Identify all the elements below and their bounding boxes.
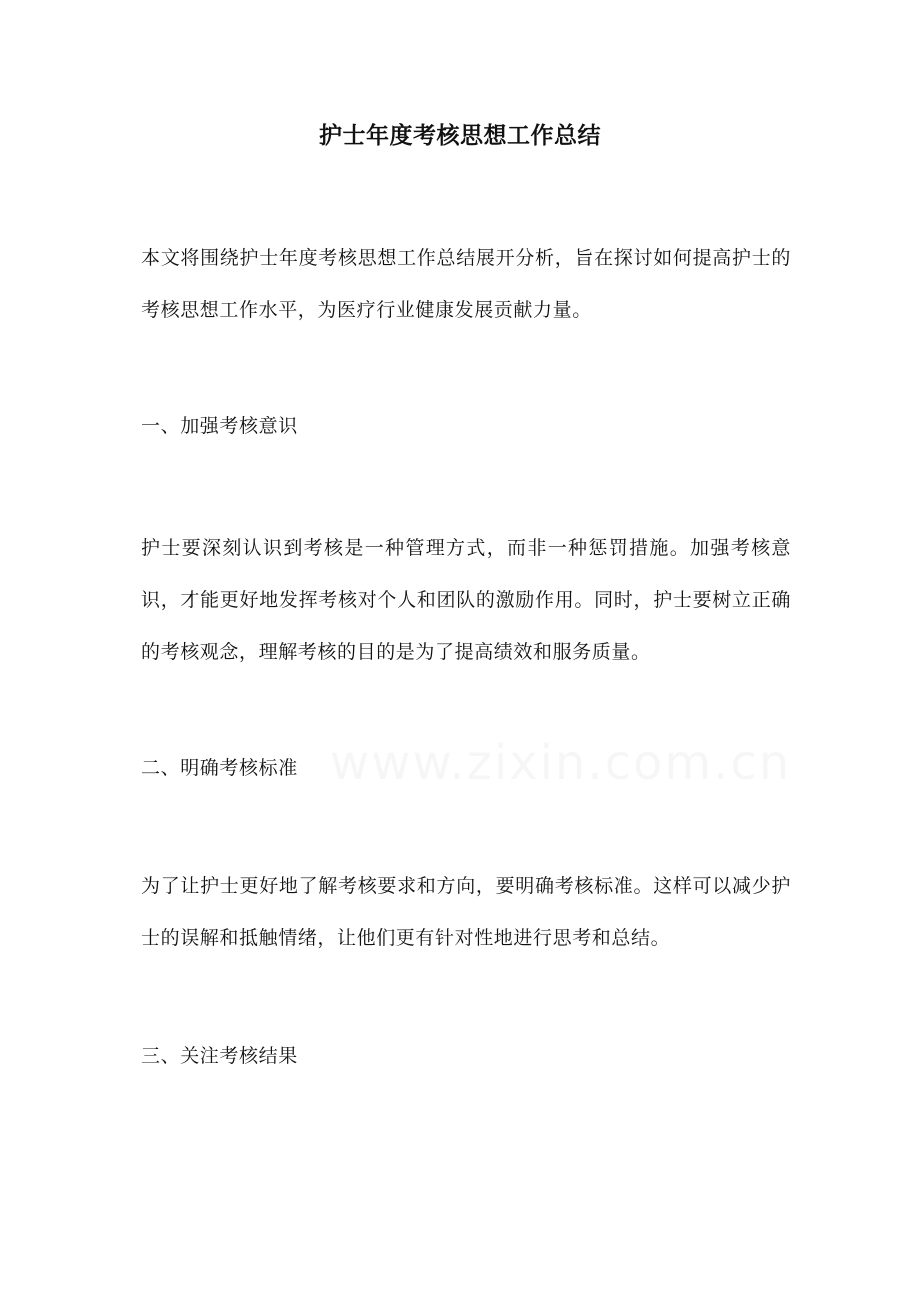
section-heading-2: 二、明确考核标准 [141, 757, 298, 779]
section-heading-3: 三、关注考核结果 [141, 1045, 298, 1067]
section-body-2: 为了让护士更好地了解考核要求和方向，要明确考核标准。这样可以减少护士的误解和抵触情绪，让他们更有针对性地进行思考和总结。 [141, 875, 791, 949]
section-heading-1: 一、加强考核意识 [141, 415, 298, 437]
section-body-1: 护士要深刻认识到考核是一种管理方式，而非一种惩罚措施。加强考核意识，才能更好地发挥考核对个人和团队的激励作用。同时，护士要树立正确的考核观念，理解考核的目的是为了提高绩效和服务质量。 [141, 537, 791, 663]
document-title: 护士年度考核思想工作总结 [319, 122, 601, 149]
intro-paragraph: 本文将围绕护士年度考核思想工作总结展开分析，旨在探讨如何提高护士的考核思想工作水平，为医疗行业健康发展贡献力量。 [141, 247, 791, 321]
